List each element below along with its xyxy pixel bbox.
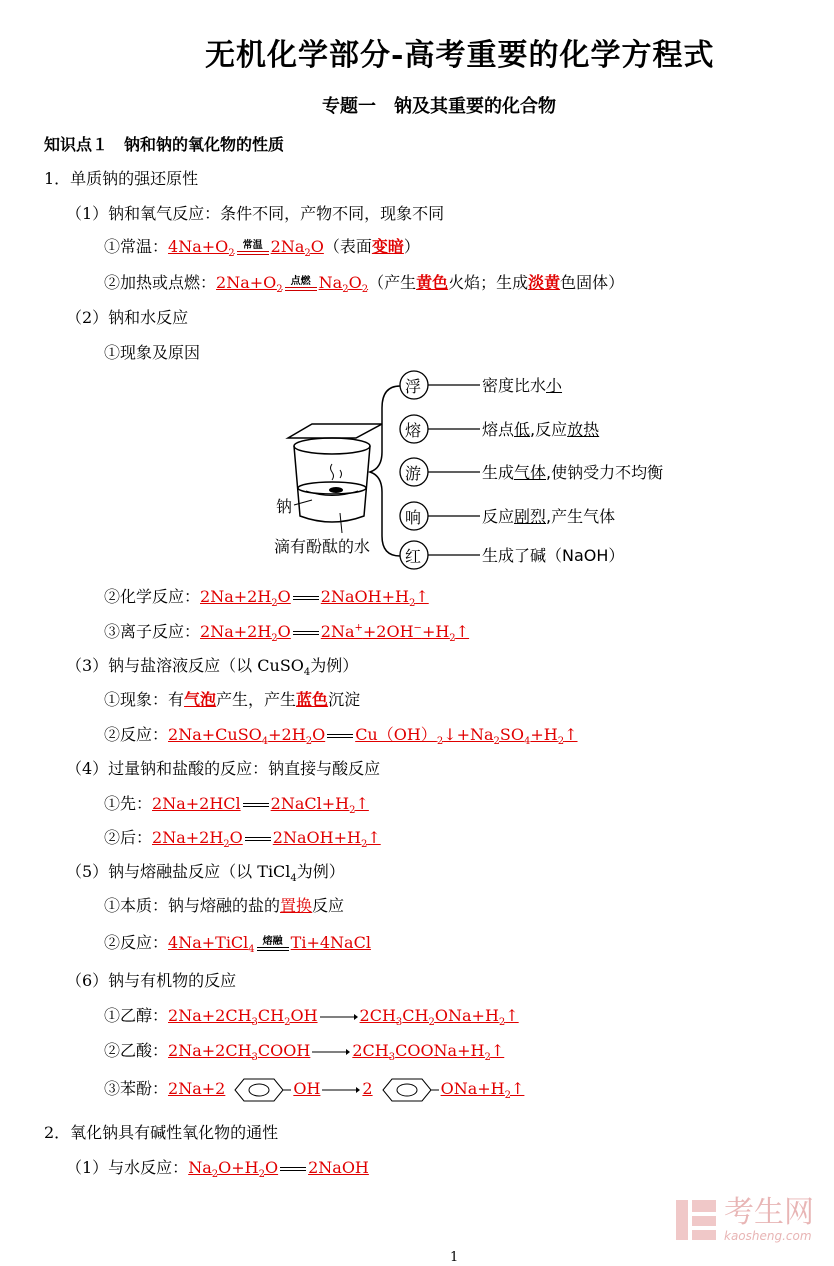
- item-1-1-heading: （1）钠和氧气反应：条件不同，产物不同，现象不同: [66, 204, 445, 223]
- reason-swim: 生成气体,使钠受力不均衡: [482, 463, 664, 482]
- reason-sound: 反应剧烈,产生气体: [482, 507, 616, 526]
- benzene-ring-icon: [375, 1077, 439, 1103]
- item-1-5-heading: （5）钠与熔融盐反应（以 TiCl$_4$为例）: [66, 862, 345, 885]
- equation-row-ticl4: ②反应：4Na+TiCl$_4$ 熔融 Ti+4NaCl: [104, 933, 371, 956]
- equation-row-phenol: ③苯酚：2Na+2 OH 2 $ONa+H_2↑$: [104, 1076, 524, 1103]
- equation-row-o2-room: ①常温：$4Na+O_2$ 常温 $2Na_2O$（表面变暗）: [104, 237, 420, 260]
- item-1-2a-heading: ①现象及原因: [104, 343, 201, 362]
- item-1-2-heading: （2）钠和水反应: [66, 308, 189, 327]
- section-subtitle: 专题一 钠及其重要的化合物: [322, 96, 556, 117]
- equation-row-cuso4: ②反应：$2Na+CuSO_4+2H_2O$ $Cu(OH)_2↓+Na_2SO_4+H_2↑$: [104, 725, 578, 748]
- item-1-6-heading: （6）钠与有机物的反应: [66, 971, 237, 990]
- logo-icon: [674, 1196, 718, 1244]
- knowledge-point-heading: 知识点１ 钠和钠的氧化物的性质: [44, 135, 285, 154]
- circle-char-float: 浮: [405, 377, 422, 396]
- document-title: 无机化学部分-高考重要的化学方程式: [205, 38, 715, 73]
- item-1-4-heading: （4）过量钠和盐酸的反应：钠直接与酸反应: [66, 759, 381, 778]
- item-1-5a: ①本质：钠与熔融的盐的置换反应: [104, 896, 345, 915]
- item-2-heading: 2．氧化钠具有碱性氧化物的通性: [44, 1123, 279, 1142]
- equation-row-ionic: ③离子反应：$2Na+2H_2O$ $2Na^++2OH^-+H_2↑$: [104, 622, 470, 645]
- page-number: 1: [450, 1250, 459, 1265]
- equation-row-na2o: （1）与水反应：$Na_2O+H_2O$ 2NaOH: [66, 1158, 369, 1181]
- watermark-logo: 考生网 kaosheng.com: [674, 1196, 814, 1244]
- equation-row-acetic: ②乙酸：$2Na+2CH_3COOH$ $2CH_3COONa+H_2↑$: [104, 1041, 505, 1064]
- equation-row-after: ②后：$2Na+2H_2O$ $2NaOH+H_2↑$: [104, 828, 381, 851]
- equation-row-water: ②化学反应：$2Na+2H_2O$ $2NaOH+H_2↑$: [104, 587, 429, 610]
- circle-char-red: 红: [405, 547, 422, 566]
- condition-mark: 点燃: [285, 276, 317, 291]
- benzene-ring-icon: [227, 1077, 291, 1103]
- label-phenolphthalein-water: 滴有酚酞的水: [274, 537, 371, 556]
- condition-mark: 常温: [237, 240, 269, 255]
- equation-row-hcl: ①先：2Na+2HCl $2NaCl+H_2↑$: [104, 794, 369, 817]
- equation-row-o2-heat: ②加热或点燃：$2Na+O_2$ 点燃 $Na_2O_2$（产生黄色火焰；生成淡黄色固体）: [104, 273, 625, 296]
- label-sodium: 钠: [276, 497, 293, 516]
- reason-float: 密度比水小: [482, 376, 563, 395]
- sodium-water-figure: [270, 368, 710, 578]
- equation: $2Na+O_2$ 点燃 $Na_2O_2$: [216, 273, 369, 296]
- reason-melt: 熔点低,反应放热: [482, 420, 600, 439]
- circle-char-sound: 响: [405, 508, 422, 527]
- equation-row-ethanol: ①乙醇：$2Na+2CH_3CH_2OH$ $2CH_3CH_2ONa+H_2↑$: [104, 1006, 519, 1029]
- equation: $4Na+O_2$ 常温 $2Na_2O$: [168, 237, 324, 260]
- item-1-3a: ①现象：有气泡产生，产生蓝色沉淀: [104, 690, 361, 709]
- item-1-heading: 1．单质钠的强还原性: [44, 169, 199, 188]
- circle-char-melt: 熔: [405, 421, 422, 440]
- row-label: ②加热或点燃：: [104, 273, 217, 292]
- item-1-3-heading: （3）钠与盐溶液反应（以 CuSO$_4$为例）: [66, 656, 359, 679]
- row-label: ①常温：: [104, 237, 169, 256]
- circle-char-swim: 游: [405, 464, 422, 483]
- reason-red: 生成了碱（NaOH）: [482, 546, 625, 565]
